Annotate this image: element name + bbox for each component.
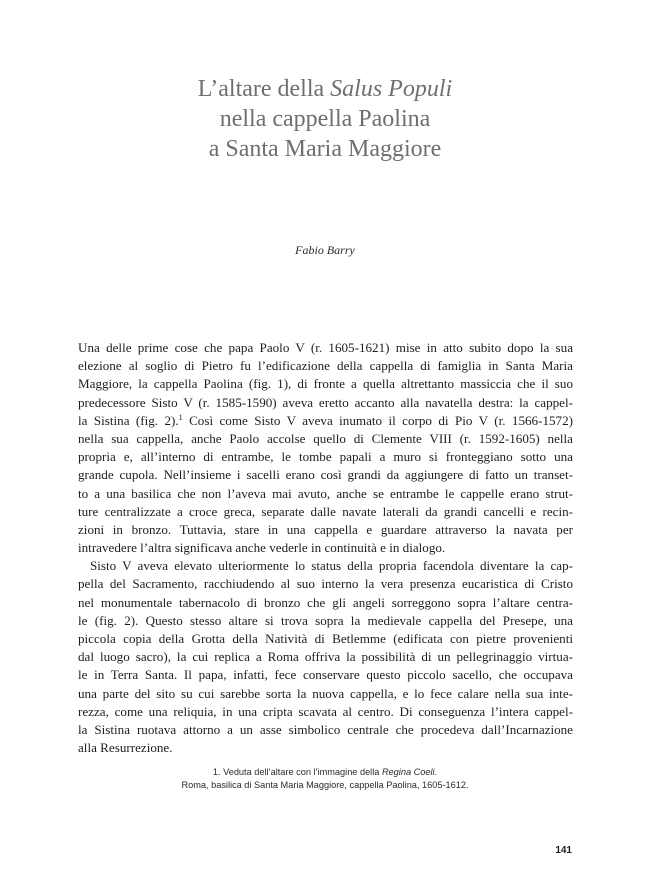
body-line: intravedere l’altra significava anche vederle in continuità e in dialogo. (78, 540, 446, 556)
body-line: dal luogo sacro), la cui replica a Roma offriva la possibilità di un pellegrinaggio virtua- (78, 649, 573, 665)
body-line: una parte del sito su cui sarebbe sorta la nuova cappella, e lo fece calare nella sua inte- (78, 685, 573, 701)
body-line: predecessore Sisto V (r. 1585-1590) aveva eretto accanto alla navatella destra: la cappel- (78, 394, 573, 410)
author-name: Fabio Barry (295, 243, 355, 257)
title-line-3: a Santa Maria Maggiore (208, 136, 442, 162)
body-line: zioni in bronzo. Tuttavia, stare in una cappella e guardare attraverso la navata per (78, 521, 573, 537)
body-line: la Sistina (fig. 2).$^1$ Così come Sisto V aveva inumato il corpo di Pio V (r. 1566-1572) (78, 412, 573, 428)
title-italic: Salus Populi (330, 76, 453, 102)
body-line: Sisto V aveva elevato ulteriormente lo status della propria facendola diventare la cap- (90, 558, 573, 574)
page-number: 141 (555, 845, 572, 856)
caption-line-1: 1. Veduta dell’altare con l’immagine della Regina Coeli. (212, 767, 438, 777)
caption-line-2: Roma, basilica di Santa Maria Maggiore, cappella Paolina, 1605-1612. (181, 780, 469, 790)
body-line: alla Resurrezione. (78, 740, 173, 756)
body-text (78, 339, 573, 757)
body-line: nella sua cappella, anche Paolo accolse quello di Clemente VIII (r. 1592-1605) nella (78, 430, 573, 446)
body-line: la Sistina ruotava attorno a un asse simbolico centrale che procedeva dall’Incarnazione (78, 721, 573, 737)
body-line: Una delle prime cose che papa Paolo V (r. 1605-1621) mise in atto subito dopo la sua (78, 340, 573, 355)
title-line-1: L’altare della Salus Populi (197, 76, 453, 102)
body-line: elezione al soglio di Pietro fu l’edificazione della cappella di famiglia in Santa Maria (78, 358, 573, 374)
body-line: ture centralizzate a croce greca, separate dalle navate laterali da grandi cancelli e recin- (78, 503, 573, 519)
body-line: propria e, all’interno di entrambe, le tombe papali a muro si fronteggiano sotto una (78, 449, 573, 465)
footnote-marker: 1 (178, 412, 183, 422)
body-line: piccola copia della Grotta della Natività di Betlemme (edificata con pietre provenienti (78, 631, 573, 646)
body-line: le in Terra Santa. Il papa, infatti, fece conservare questo piccolo sacello, che occupava (78, 667, 573, 683)
body-line: Maggiore, la cappella Paolina (fig. 1), di fronte a quella altrettanto massiccia che il suo (78, 376, 573, 392)
body-line: pella del Sacramento, racchiudendo al suo interno la vera presenza eucaristica di Cristo (78, 576, 573, 592)
body-line: le (fig. 2). Questo stesso altare si trova sopra la medievale cappella del Presepe, una (78, 612, 573, 628)
body-line: nel monumentale tabernacolo di bronzo che gli angeli sorreggono sopra l’altare centra- (78, 594, 573, 610)
title-line-2: nella cappella Paolina (219, 106, 431, 132)
figure-caption (0, 766, 650, 792)
chapter-title (0, 74, 650, 164)
body-line: to a una basilica che non l’aveva mai avuto, anche se entrambe le cappelle erano strut- (78, 485, 573, 501)
body-line: grande cupola. Nell’insieme i sacelli erano così grandi da aggiungere di fatto un transet- (78, 467, 573, 483)
body-line: rezza, come una reliquia, in una cripta scavata al centro. Di conseguenza l’intera cappel- (78, 703, 573, 719)
